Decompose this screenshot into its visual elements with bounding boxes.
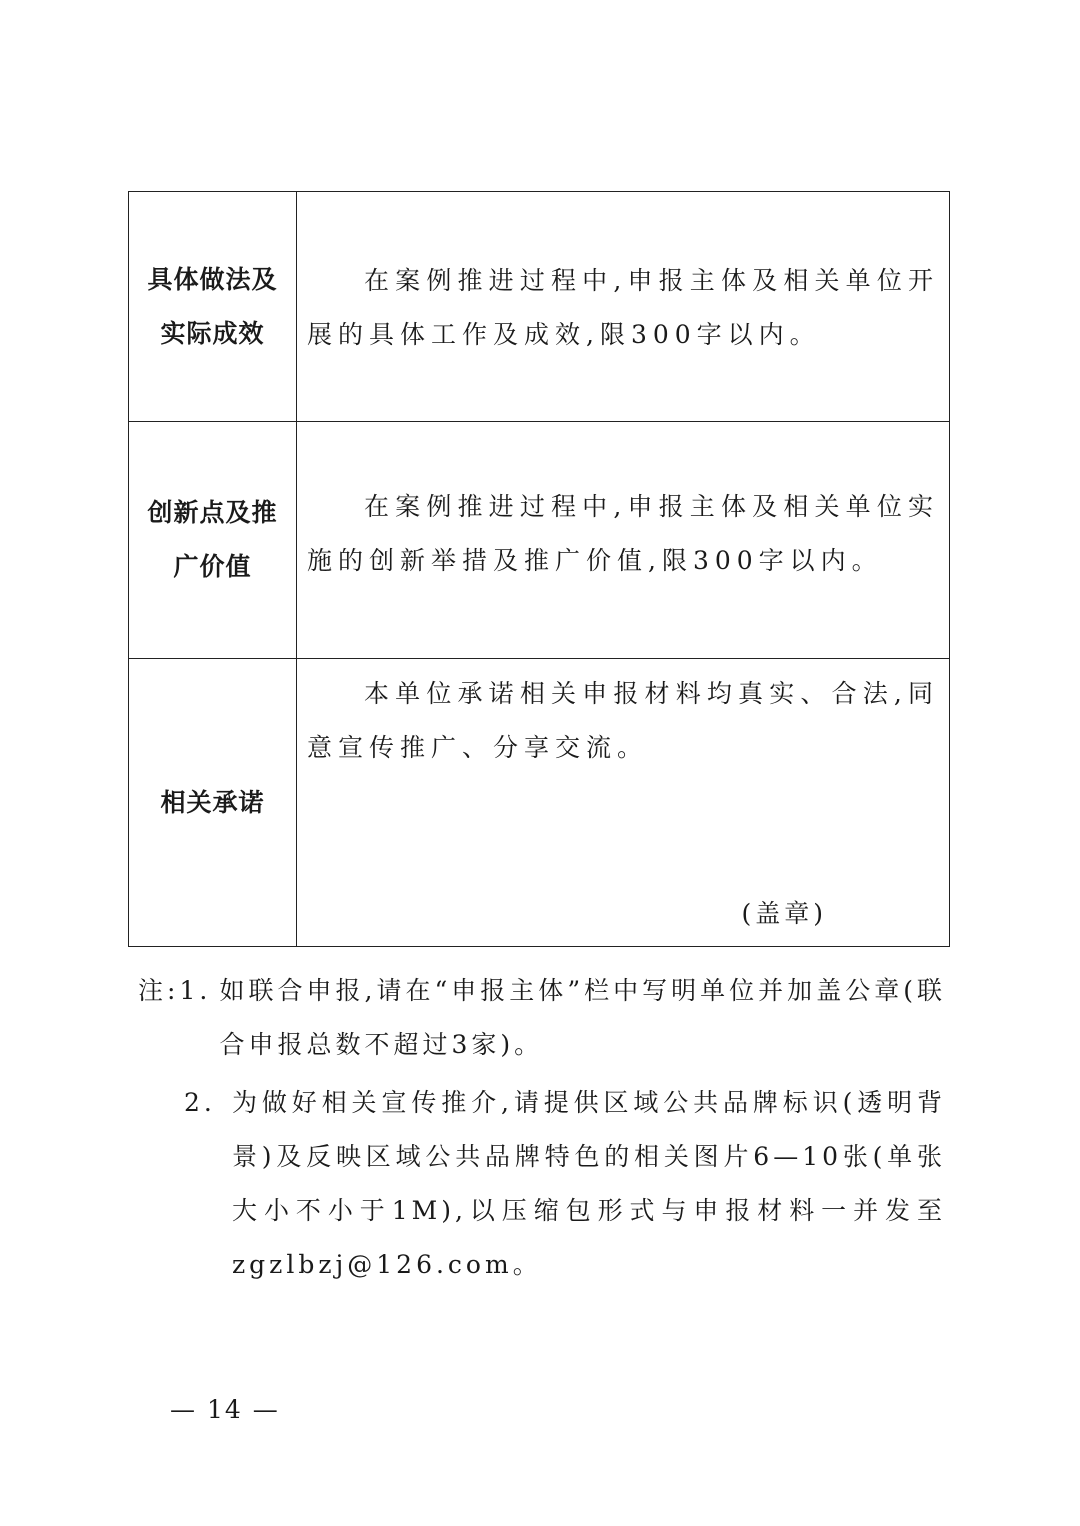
note-item-1	[138, 964, 946, 1072]
row-content-cell	[297, 659, 949, 946]
row-content-text: 本单位承诺相关申报材料均真实、合法,同意宣传推广、分享交流。	[307, 679, 939, 762]
note-text: 如联合申报,请在“申报主体”栏中写明单位并加盖公章(联合申报总数不超过3家)。	[219, 976, 946, 1059]
note-item-2	[138, 1076, 946, 1292]
row-content-cell	[297, 192, 949, 421]
seal-placeholder: (盖章)	[741, 899, 827, 928]
application-form-table	[128, 191, 950, 947]
table-row-innovation-value	[129, 422, 949, 659]
row-content-text: 在案例推进过程中,申报主体及相关单位实施的创新举措及推广价值,限300字以内。	[307, 492, 939, 575]
table-row-practice-results	[129, 192, 949, 422]
table-row-commitment	[129, 659, 949, 946]
page-number: — 14 —	[170, 1395, 280, 1424]
row-content-text: 在案例推进过程中,申报主体及相关单位开展的具体工作及成效,限300字以内。	[307, 266, 939, 349]
note-text: 为做好相关宣传推介,请提供区域公共品牌标识(透明背景)及反映区域公共品牌特色的相关图片6—10张(单张大小不小于1M),以压缩包形式与申报材料一并发至zgzlbzj@126.com。	[232, 1088, 946, 1279]
note-number: 2.	[184, 1088, 216, 1117]
row-label: 相关承诺	[160, 787, 265, 817]
row-label-cell	[129, 422, 297, 658]
row-label-cell	[129, 192, 297, 421]
note-number: 1.	[179, 976, 212, 1005]
notes-section	[138, 964, 946, 1292]
row-content-cell	[297, 422, 949, 658]
row-label-cell	[129, 659, 297, 946]
row-label: 具体做法及实际成效	[147, 264, 278, 348]
row-label: 创新点及推广价值	[147, 498, 278, 581]
notes-prefix: 注:	[138, 976, 180, 1005]
